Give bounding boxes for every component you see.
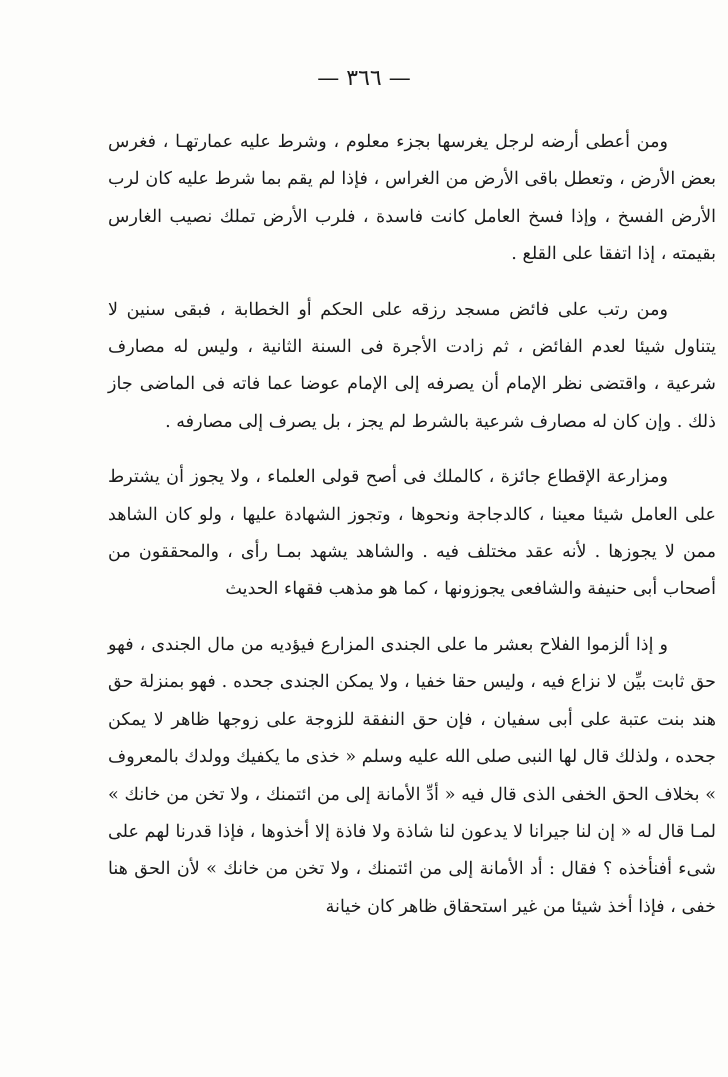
paragraph-mosque-surplus: ومن رتب على فائض مسجد رزقه على الحكم أو الخطابة ، فبقى سنين لا يتناول شيئا لعدم الفائض ، ثم زادت الأجرة فى السنة الثانية ، وليس له مصارف شرعية ، واقتضى نظر الإمام أن يصرفه إلى الإمام عوضا عما فاته فى الماضى جاز ذلك . وإن كان له مصارف شرعية بالشرط لم يجز ، بل يصرف إلى مصارفه . xyxy=(108,299,716,432)
paragraph-soldier-tithe: و إذا ألزموا الفلاح بعشر ما على الجندى المزارع فيؤديه من مال الجندى ، فهو حق ثابت بيِّن لا نزاع فيه ، وليس حقا خفيا ، ولا يمكن الجندى جحده . فهو بمنزلة حق هند بنت عتبة على أبى سفيان ، فإن حق النفقة للزوجة على زوجها ظاهر لا يمكن جحده ، ولذلك قال لها النبى صلى الله عليه وسلم « خذى ما يكفيك وولدك بالمعروف » بخلاف الحق الخفى الذى قال فيه « أدِّ الأمانة إلى من ائتمنك ، ولا تخن من خانك » لمـا قال له « إن لنا جيرانا لا يدعون لنا شاذة ولا فاذة إلا أخذوها ، فإذا قدرنا لهم على شىء أفنأخذه ؟ فقال : أد الأمانة إلى من ائتمنك ، ولا تخن من خانك » لأن الحق هنا خفى ، فإذا أخذ شيئا من غير استحقاق ظاهر كان خيانة xyxy=(108,634,716,917)
paragraph-iqta-sharecropping: ومزارعة الإقطاع جائزة ، كالملك فى أصح قولى العلماء ، ولا يجوز أن يشترط على العامل شيئا معينا ، كالدجاجة ونحوها ، وتجوز الشهادة عليها ، ولو كان الشاهد ممن لا يجوزها . لأنه عقد مختلف فيه . والشاهد يشهد بمـا رأى ، والمحققون من أصحاب أبى حنيفة والشافعى يجوزونها ، كما هو مذهب فقهاء الحديث xyxy=(108,467,716,600)
page-number: — ٣٦٦ — xyxy=(317,66,411,91)
page-body xyxy=(108,124,716,944)
paragraph-land-planting: ومن أعطى أرضه لرجل يغرسها بجزء معلوم ، وشرط عليه عمارتهـا ، فغرس بعض الأرض ، وتعطل باقى الأرض من الغراس ، فإذا لم يقم بما شرط عليه كان لرب الأرض الفسخ ، وإذا فسخ العامل كانت فاسدة ، فلرب الأرض تملك نصيب الغارس بقيمته ، إذا اتفقا على القلع . xyxy=(108,132,716,265)
